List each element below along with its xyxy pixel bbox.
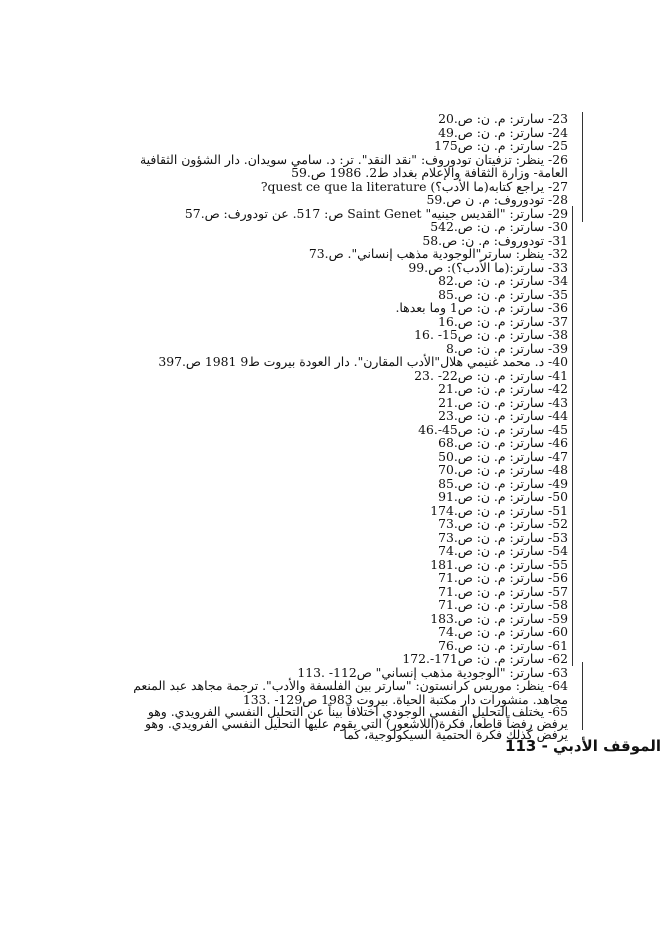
- footnote-text: سارتر: م. ن: ص22- .23: [414, 367, 549, 383]
- footnote-item: [118, 666, 578, 680]
- footnote-number: 50-: [548, 489, 568, 504]
- footnote-number: 55-: [548, 556, 568, 572]
- footnote-number: 53-: [548, 529, 568, 545]
- footnote-text: سارتر: م. ن: ص.76: [438, 637, 549, 653]
- footnote-number: 25-: [548, 138, 568, 153]
- footnote-text: سارتر: م. ن: ص.50: [438, 448, 549, 464]
- footnote-item: [118, 612, 578, 626]
- footnote-number: 35-: [548, 286, 568, 302]
- footnote-text: سارتر: م. ن: ص.174: [430, 502, 549, 518]
- footnote-text: سارتر: م. ن: ص.73: [438, 516, 549, 531]
- footnote-item: [118, 288, 578, 302]
- footnote-number: 37-: [548, 313, 568, 329]
- footnote-item: [118, 180, 578, 194]
- footnote-text: يختلف التحليل النفسي الوجودي اختلافاً بيناً عن التحليل النفسي الفرويدي. وهو يرفض رفضاً قاطعاً، فكرة(اللاشعور) التي يقوم عليها التحليل النفسي الفرويدي. وهو يرفض كذلك فكرة الحتمية السيكولوجية، كما: [144, 704, 568, 742]
- footnote-number: 59-: [548, 610, 568, 626]
- footnote-text: ينظر: موريس كرانستون: "سارتر بين الفلسفة والأدب". ترجمة مجاهد عبد المنعم مجاهد. منشورات دار مكتبة الحياة. بيروت 1983 ص129- .133: [133, 678, 568, 707]
- footnote-number: 51-: [548, 502, 568, 518]
- footnote-text: سارتر: "القديس جينيه" Saint Genet ص: 517. عن تودورف: ص.57: [184, 205, 549, 221]
- footnote-item: [118, 193, 578, 207]
- footnote-number: 27-: [548, 178, 568, 194]
- footnote-number: 34-: [548, 273, 568, 288]
- footnote-text: سارتر: م. ن: ص.73: [438, 529, 549, 545]
- page-number: 113: [505, 737, 537, 755]
- footnote-number: 29-: [548, 205, 568, 221]
- footnote-item: [118, 139, 578, 153]
- footnote-item: [118, 679, 578, 706]
- footnote-text: سارتر: م. ن: ص.74: [438, 543, 549, 558]
- footnote-number: 60-: [548, 624, 568, 639]
- footnote-number: 47-: [548, 448, 568, 464]
- footnote-text: ينظر: سارتر"الوجودية مذهب إنساني". ص.73: [308, 246, 549, 261]
- footnote-item: [118, 531, 578, 545]
- footnote-number: 52-: [548, 516, 568, 531]
- footnote-item: [118, 544, 578, 558]
- footnote-text: سارتر: م. ن: ص.70: [438, 462, 549, 477]
- footnote-item: [118, 639, 578, 653]
- footnote-text: سارتر: م. ن: ص.82: [438, 273, 549, 288]
- footnote-text: سارتر: م. ن: ص1 وما بعدها.: [395, 300, 549, 315]
- footnote-number: 49-: [548, 475, 568, 491]
- footnote-item: [118, 409, 578, 423]
- footnote-number: 62-: [548, 651, 568, 666]
- footnote-number: 45-: [548, 421, 568, 437]
- footnote-number: 36-: [548, 300, 568, 315]
- footnote-text: سارتر: م. ن: ص.71: [438, 597, 549, 612]
- footnote-number: 28-: [548, 192, 568, 207]
- footnote-number: 64-: [548, 678, 568, 693]
- footnote-item: [118, 382, 578, 396]
- footnotes-list: [118, 112, 578, 741]
- footnote-number: 24-: [548, 124, 568, 140]
- footnote-item: [118, 517, 578, 531]
- footnote-item: [118, 112, 578, 126]
- footnote-text: سارتر: م. ن: ص.183: [430, 610, 549, 626]
- footnote-item: [118, 274, 578, 288]
- footnote-item: [118, 220, 578, 234]
- footnote-item: [118, 558, 578, 572]
- footnote-number: 58-: [548, 597, 568, 612]
- footnote-text: تودوروف: م. ن ص.59: [426, 192, 549, 207]
- footnote-text: سارتر: م. ن: ص.91: [438, 489, 549, 504]
- footnote-item: [118, 652, 578, 666]
- footnote-item: [118, 153, 578, 180]
- footnote-number: 46-: [548, 435, 568, 450]
- footnote-text: سارتر: م. ن: ص.23: [438, 408, 549, 423]
- footnote-text: تودوروف: م. ن: ص.58: [422, 232, 549, 248]
- margin-rule-bottom: [582, 662, 583, 730]
- footnote-text: سارتر: م. ن: ص.71: [438, 570, 549, 585]
- footnote-text: سارتر:(ما الأدب؟): ص.99: [408, 259, 549, 275]
- journal-title: الموقف الأدبي -: [541, 737, 661, 755]
- footnote-item: [118, 490, 578, 504]
- footnote-number: 30-: [548, 219, 568, 234]
- footnote-item: [118, 463, 578, 477]
- footnote-item: [118, 396, 578, 410]
- footnote-number: 63-: [548, 664, 568, 680]
- footnote-item: [118, 355, 578, 369]
- footnote-text: سارتر: م. ن: ص45-.46: [418, 421, 549, 437]
- footnote-item: [118, 504, 578, 518]
- footnote-item: [118, 625, 578, 639]
- footnote-item: [118, 423, 578, 437]
- footnote-item: [118, 598, 578, 612]
- footnote-number: 38-: [548, 327, 568, 342]
- footnote-item: [118, 301, 578, 315]
- footnote-item: [118, 585, 578, 599]
- footnote-number: 48-: [548, 462, 568, 477]
- footnote-number: 41-: [548, 367, 568, 383]
- footnote-item: [118, 315, 578, 329]
- footnote-item: [118, 234, 578, 248]
- footnote-item: [118, 571, 578, 585]
- footnote-text: سارتر: م. ن: ص.21: [438, 381, 549, 396]
- footnote-number: 26-: [548, 151, 568, 167]
- footnote-number: 40-: [548, 354, 568, 369]
- footnote-text: سارتر: م. ن: ص.85: [438, 286, 549, 302]
- footnote-text: سارتر: م. ن: ص.68: [438, 435, 549, 450]
- footnote-number: 42-: [548, 381, 568, 396]
- footnote-item: [118, 207, 578, 221]
- footnote-item: [118, 706, 578, 741]
- footnote-item: [118, 247, 578, 261]
- margin-rule-middle: [572, 206, 573, 666]
- footnote-item: [118, 261, 578, 275]
- footnote-text: يراجع كتابه(ما الأدب؟) quest ce que la literature?: [260, 178, 549, 194]
- footnote-text: سارتر: م. ن: ص.74: [438, 624, 549, 639]
- footnote-text: سارتر: م. ن: ص.542: [430, 219, 549, 234]
- footnote-number: 56-: [548, 570, 568, 585]
- footnote-text: سارتر: م. ن: ص.20: [438, 111, 549, 126]
- footnote-number: 54-: [548, 543, 568, 558]
- footnote-text: سارتر: م. ن: ص171-.172: [402, 651, 549, 666]
- footnote-item: [118, 342, 578, 356]
- footnote-item: [118, 369, 578, 383]
- margin-rule-top: [582, 112, 583, 222]
- footnote-number: 65-: [548, 704, 568, 719]
- footnote-number: 39-: [548, 340, 568, 356]
- footnote-text: سارتر: م. ن: ص.16: [438, 313, 549, 329]
- footnote-number: 33-: [548, 259, 568, 275]
- footnote-text: سارتر: م. ن: ص.181: [430, 556, 549, 572]
- footnote-text: ينظر: تزفيتان تودوروف: "نقد النقد". تر: د. سامي سويدان. دار الشؤون الثقافية العامة- وزارة الثقافة والإعلام بغداد ط2. 1986 ص.59: [139, 151, 568, 180]
- footnote-text: سارتر: م. ن: ص.21: [438, 394, 549, 410]
- footnote-item: [118, 328, 578, 342]
- footnote-text: سارتر: م. ن: ص.85: [438, 475, 549, 491]
- footnote-number: 23-: [548, 111, 568, 126]
- footnote-item: [118, 126, 578, 140]
- footnote-number: 61-: [548, 637, 568, 653]
- footnote-text: سارتر: م. ن: ص.71: [438, 583, 549, 599]
- footnote-number: 44-: [548, 408, 568, 423]
- footnote-number: 32-: [548, 246, 568, 261]
- footnote-text: د. محمد غنيمي هلال"الأدب المقارن". دار العودة بيروت ط9 1981 ص.397: [158, 354, 549, 369]
- footnote-text: سارتر: م. ن: ص.49: [438, 124, 549, 140]
- footnote-item: [118, 477, 578, 491]
- footnote-text: سارتر: م. ن: ص175: [434, 138, 549, 153]
- page-footer: [110, 737, 661, 755]
- footnote-text: سارتر: م. ن: ص.8: [445, 340, 549, 356]
- footnote-text: سارتر: م. ن: ص15- .16: [414, 327, 549, 342]
- footnote-number: 43-: [548, 394, 568, 410]
- footnote-item: [118, 436, 578, 450]
- footnote-number: 57-: [548, 583, 568, 599]
- footnote-text: سارتر: "الوجودية مذهب إنساني" ص112- .113: [297, 664, 549, 680]
- footnote-number: 31-: [548, 232, 568, 248]
- footnote-item: [118, 450, 578, 464]
